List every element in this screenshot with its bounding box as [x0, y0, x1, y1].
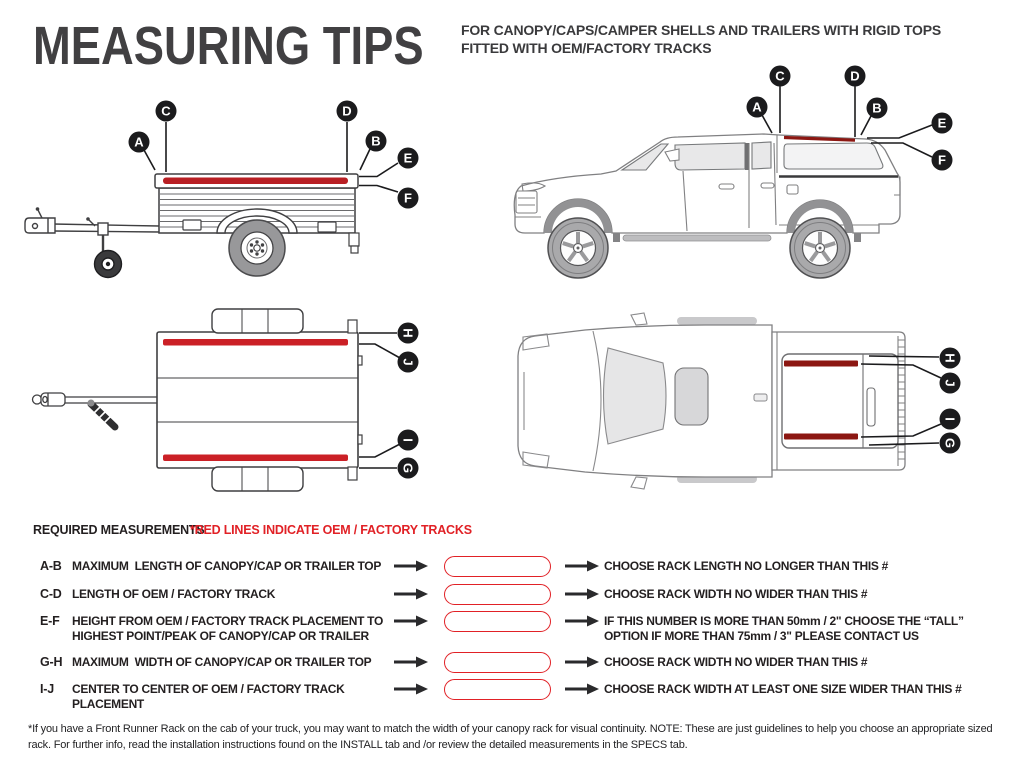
- arrow-right-icon: [565, 588, 601, 600]
- svg-text:H: H: [942, 353, 958, 363]
- arrow-right-icon: [565, 615, 601, 627]
- trailer-top-view-diagram: [15, 300, 435, 510]
- svg-text:C: C: [775, 68, 785, 84]
- svg-text:E: E: [937, 115, 947, 131]
- red-lines-note: *RED LINES INDICATE OEM / FACTORY TRACKS: [190, 523, 472, 537]
- factory-track-red-line: [163, 178, 348, 185]
- measurement-outcome: CHOOSE RACK WIDTH AT LEAST ONE SIZE WIDER THAN THIS #: [604, 682, 962, 696]
- svg-text:H: H: [400, 328, 416, 338]
- svg-text:I: I: [400, 438, 416, 442]
- arrow-right-icon: [394, 615, 430, 627]
- svg-text:E: E: [403, 150, 413, 166]
- range-label: E-F: [40, 614, 60, 628]
- range-label: G-H: [40, 655, 63, 669]
- svg-text:F: F: [938, 152, 946, 168]
- svg-text:B: B: [371, 133, 381, 149]
- callout-i: [359, 430, 419, 458]
- truck-top-view-diagram: [495, 310, 1015, 510]
- subtitle-line-2: FITTED WITH OEM/FACTORY TRACKS: [461, 39, 712, 56]
- subtitle-line-1: FOR CANOPY/CAPS/CAMPER SHELLS AND TRAILERS WITH RIGID TOPS: [461, 22, 941, 38]
- svg-text:A: A: [752, 99, 762, 115]
- svg-text:G: G: [942, 437, 958, 449]
- factory-track-red-line: [163, 455, 348, 462]
- page-subtitle: [461, 22, 941, 57]
- callout-c: [156, 101, 177, 173]
- measurement-value-box: [444, 556, 551, 577]
- measurement-description: MAXIMUM WIDTH OF CANOPY/CAP OR TRAILER TOP: [72, 655, 372, 669]
- truck-front-wheel: [548, 218, 608, 278]
- trailer-side-view-diagram: [15, 80, 435, 310]
- callout-d: [845, 66, 866, 138]
- measurement-outcome: CHOOSE RACK WIDTH NO WIDER THAN THIS #: [604, 655, 868, 669]
- trailer-wheel: [229, 220, 285, 276]
- svg-text:G: G: [400, 462, 416, 474]
- trailer-hitch: [33, 393, 66, 406]
- svg-text:I: I: [942, 417, 958, 421]
- svg-text:A: A: [134, 134, 144, 150]
- jockey-wheel: [86, 217, 121, 277]
- measurement-row-e-f: [0, 611, 1024, 647]
- callout-b: [861, 98, 888, 136]
- callout-j: [359, 344, 419, 373]
- measurement-value-box: [444, 584, 551, 605]
- page-title: MEASURING TIPS: [33, 16, 424, 76]
- arrow-right-icon: [394, 560, 430, 572]
- arrow-right-icon: [394, 683, 430, 695]
- arrow-right-icon: [565, 656, 601, 668]
- callout-g: [359, 458, 419, 479]
- measurement-row-i-j: [0, 679, 1024, 715]
- measurement-outcome: IF THIS NUMBER IS MORE THAN 50mm / 2" CHOOSE THE “TALL” OPTION IF MORE THAN 75mm / 3" PLEASE CONTACT US: [604, 614, 964, 643]
- measurement-value-box: [444, 652, 551, 673]
- callout-h: [359, 323, 419, 344]
- callout-a: [747, 97, 773, 134]
- measurement-value-box: [444, 679, 551, 700]
- callout-b: [360, 131, 387, 171]
- svg-text:J: J: [942, 379, 958, 387]
- range-label: C-D: [40, 587, 62, 601]
- factory-track-red-line: [784, 361, 858, 367]
- arrow-right-icon: [394, 656, 430, 668]
- callout-f: [359, 186, 419, 209]
- trailer-hitch: [25, 207, 55, 233]
- svg-text:B: B: [872, 100, 882, 116]
- arrow-right-icon: [565, 560, 601, 572]
- arrow-right-icon: [394, 588, 430, 600]
- truck-side-view-diagram: [495, 65, 1015, 300]
- callout-a: [129, 132, 156, 171]
- measurement-value-box: [444, 611, 551, 632]
- range-label: I-J: [40, 682, 54, 696]
- measurement-outcome: CHOOSE RACK LENGTH NO LONGER THAN THIS #: [604, 559, 889, 573]
- measurement-description: CENTER TO CENTER OF OEM / FACTORY TRACK PLACEMENT: [72, 682, 348, 711]
- svg-text:C: C: [161, 103, 171, 119]
- measurement-description: MAXIMUM LENGTH OF CANOPY/CAP OR TRAILER TOP: [72, 559, 382, 573]
- range-label: A-B: [40, 559, 62, 573]
- svg-text:D: D: [342, 103, 352, 119]
- measurement-description: LENGTH OF OEM / FACTORY TRACK: [72, 587, 276, 601]
- required-measurements-label: REQUIRED MEASUREMENTS: [33, 523, 205, 537]
- svg-text:J: J: [400, 358, 416, 366]
- measurement-description: HEIGHT FROM OEM / FACTORY TRACK PLACEMENT TO HIGHEST POINT/PEAK OF CANOPY/CAP OR TRAILER: [72, 614, 387, 643]
- callout-c: [770, 66, 791, 134]
- arrow-right-icon: [565, 683, 601, 695]
- factory-track-red-line: [784, 434, 858, 440]
- factory-track-red-line: [163, 339, 348, 346]
- svg-text:F: F: [404, 190, 412, 206]
- svg-text:D: D: [850, 68, 860, 84]
- measurement-outcome: CHOOSE RACK WIDTH NO WIDER THAN THIS #: [604, 587, 868, 601]
- truck-rear-wheel: [790, 218, 850, 278]
- footnote: *If you have a Front Runner Rack on the cab of your truck, you may want to match the width of your canopy rack for visual continuity. NOTE: These are just guidelines to help you choose an appropriate sized rack. For further info, read the installation instructions found on the INSTALL tab and /or review the detailed measurements in the SPECS tab.: [28, 723, 993, 751]
- callout-d: [337, 101, 358, 173]
